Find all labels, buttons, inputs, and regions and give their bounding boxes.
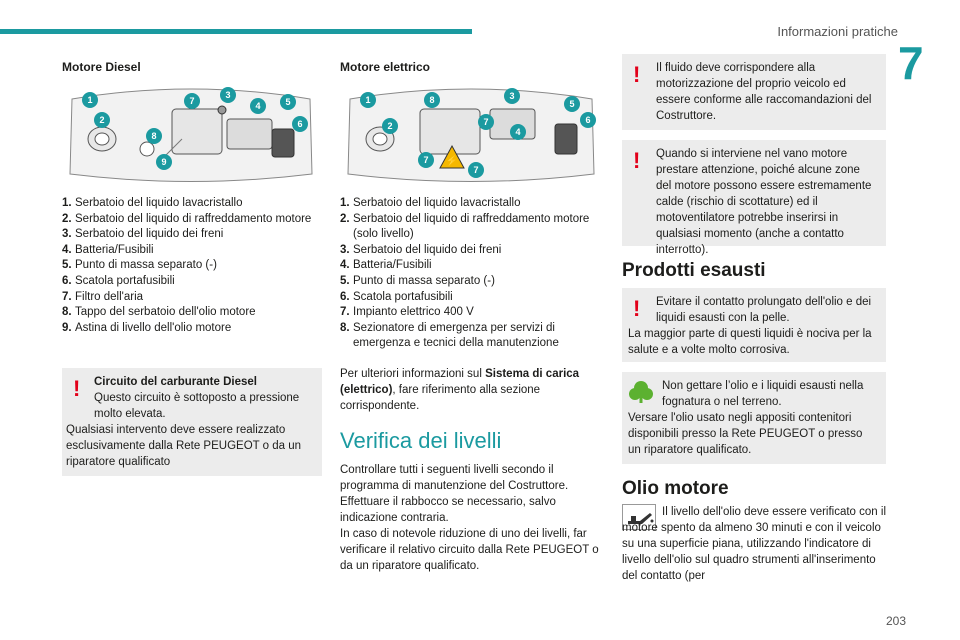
list-item: 2. Serbatoio del liquido di raffreddamento motore (solo livello) bbox=[340, 212, 590, 241]
level-check-text-1: Controllare tutti i seguenti livelli secondo il programma di manutenzione del Costruttore. Effettuare il rabbocco se necessario, salvo indicazione contraria. bbox=[340, 464, 569, 524]
svg-text:8: 8 bbox=[151, 131, 157, 141]
diesel-engine-diagram bbox=[62, 84, 320, 186]
svg-text:2: 2 bbox=[99, 115, 105, 125]
svg-text:6: 6 bbox=[297, 119, 303, 129]
svg-text:9: 9 bbox=[161, 157, 167, 167]
note-text: Qualsiasi intervento deve essere realizzato esclusivamente dalla Rete PEUGEOT o da un riparatore qualificato bbox=[66, 424, 302, 468]
chapter-number: 7 bbox=[898, 37, 924, 89]
list-item: 5. Punto di massa separato (-) bbox=[340, 274, 495, 287]
svg-text:3: 3 bbox=[225, 90, 231, 100]
svg-text:6: 6 bbox=[585, 115, 591, 125]
svg-text:5: 5 bbox=[285, 97, 291, 107]
page-number: 203 bbox=[885, 614, 906, 628]
svg-text:7: 7 bbox=[423, 155, 429, 165]
svg-text:7: 7 bbox=[473, 165, 479, 175]
used-products-heading: Prodotti esausti bbox=[622, 260, 766, 281]
header-bar bbox=[0, 29, 472, 34]
svg-text:2: 2 bbox=[387, 121, 393, 131]
list-item: 7. Impianto elettrico 400 V bbox=[340, 306, 474, 319]
list-item: 4. Batteria/Fusibili bbox=[340, 259, 432, 272]
header-title: Informazioni pratiche bbox=[777, 24, 898, 39]
svg-text:7: 7 bbox=[483, 117, 489, 127]
diesel-fuel-warning-note: ! Circuito del carburante Diesel Questo circuito è sottoposto a pressione molto elevata. Qualsiasi intervento deve essere realizzato esclusivamente dalla Rete PEUGEOT o da un riparatore qualificato bbox=[62, 368, 322, 476]
svg-text:8: 8 bbox=[429, 95, 435, 105]
used-products-warning-note: ! Evitare il contatto prolungato dell'olio e dei liquidi esausti con la pelle. La maggior parte di questi liquidi è nociva per la salute e a volte molto corrosiva. bbox=[622, 288, 886, 362]
list-item: 3. Serbatoio del liquido dei freni bbox=[62, 228, 224, 241]
svg-text:1: 1 bbox=[87, 95, 93, 105]
svg-text:7: 7 bbox=[189, 96, 195, 106]
list-item: 8. Tappo del serbatoio dell'olio motore bbox=[62, 306, 256, 319]
list-item: 3. Serbatoio del liquido dei freni bbox=[340, 243, 502, 256]
svg-text:4: 4 bbox=[255, 101, 261, 111]
diesel-engine-heading: Motore Diesel bbox=[62, 60, 141, 74]
eco-icon bbox=[628, 380, 654, 404]
engine-compartment-note: ! Quando si interviene nel vano motore prestare attenzione, poiché alcune zone del motore possono essere estremamente calde (rischio di scottature) ed il motoventilatore potrebbe inserirsi in qualsiasi momento (anche a contatto interrotto). bbox=[622, 140, 886, 246]
list-item: 6. Scatola portafusibili bbox=[340, 290, 453, 303]
warning-icon: ! bbox=[633, 62, 641, 87]
svg-text:⚡: ⚡ bbox=[445, 156, 459, 167]
svg-text:3: 3 bbox=[509, 91, 515, 101]
electric-engine-heading: Motore elettrico bbox=[340, 60, 431, 74]
list-item: 6. Scatola portafusibili bbox=[62, 274, 175, 287]
list-item: 9. Astina di livello dell'olio motore bbox=[62, 321, 232, 334]
engine-oil-text: Il livello dell'olio deve essere verificato con il motore spento da almeno 30 minuti e con il veicolo su una superficie piana, utilizzando l'indicatore di livello dell'olio sul quadro strumenti all'inserimento del contatto (per bbox=[622, 506, 886, 582]
level-check-text-2: In caso di notevole riduzione di uno dei livelli, far verificare il relativo circuito dalla Rete PEUGEOT o da un riparatore qualificato. bbox=[340, 528, 599, 572]
list-item: 1. Serbatoio del liquido lavacristallo bbox=[62, 197, 243, 209]
level-check-heading: Verifica dei livelli bbox=[340, 428, 502, 453]
list-item: 7. Filtro dell'aria bbox=[62, 290, 144, 303]
list-item: 2. Serbatoio del liquido di raffreddamento motore bbox=[62, 212, 312, 225]
svg-text:1: 1 bbox=[365, 95, 371, 105]
list-item: 5. Punto di massa separato (-) bbox=[62, 259, 217, 272]
electric-engine-diagram bbox=[340, 84, 602, 186]
svg-text:5: 5 bbox=[569, 99, 575, 109]
warning-icon: ! bbox=[73, 376, 81, 401]
electric-component-list bbox=[340, 196, 605, 352]
diesel-component-list bbox=[62, 196, 322, 336]
warning-icon: ! bbox=[633, 148, 641, 173]
svg-text:4: 4 bbox=[515, 127, 521, 137]
warning-icon: ! bbox=[633, 296, 641, 321]
list-item: 8. Sezionatore di emergenza per servizi di emergenza e tecnici della manutenzione bbox=[340, 321, 559, 350]
engine-oil-heading: Olio motore bbox=[622, 478, 729, 499]
environment-note: Non gettare l’olio e i liquidi esausti nella fognatura o nel terreno. Versare l'olio usato negli appositi contenitori disponibili presso la Rete PEUGEOT o presso un riparatore qualificato. bbox=[622, 372, 886, 464]
charging-reference-text: Per ulteriori informazioni sul Sistema di carica (elettrico), fare riferimento alla sezione corrispondente. bbox=[340, 368, 580, 412]
note-title: Circuito del carburante Diesel bbox=[94, 376, 257, 388]
list-item: 1. Serbatoio del liquido lavacristallo bbox=[340, 197, 521, 209]
fluid-compliance-note: ! Il fluido deve corrispondere alla motorizzazione del proprio veicolo ed essere conforme alle raccomandazioni del Costruttore. bbox=[622, 54, 886, 130]
list-item: 4. Batteria/Fusibili bbox=[62, 243, 154, 256]
